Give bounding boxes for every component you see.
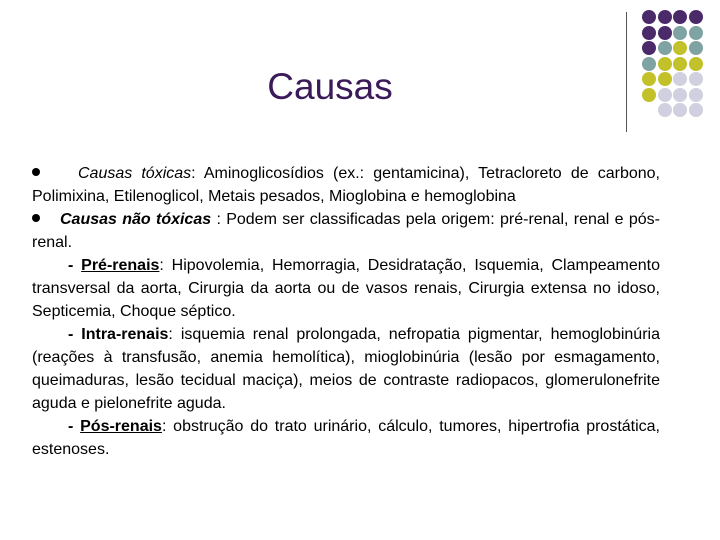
item-prerenal <box>32 254 660 323</box>
decorative-dot-grid <box>640 10 720 120</box>
item-nontoxic-text: : Podem ser classificadas pela origem: pré-renal, renal e pós-renal. <box>32 211 661 251</box>
decorative-dot <box>642 57 656 71</box>
decorative-dot <box>689 57 703 71</box>
decorative-dot <box>642 41 656 55</box>
item-intrarenal-label: Intra-renais <box>81 326 169 343</box>
decorative-dot <box>689 72 703 86</box>
decorative-dot <box>658 72 672 86</box>
decorative-dot <box>658 103 672 117</box>
item-toxic-text: : Aminoglicosídios (ex.: gentamicina), Tetracloreto de carbono, Polimixina, Etilenoglicol, Metais pesados, Mioglobina e hemoglobina <box>32 165 660 205</box>
item-prerenal-label: Pré-renais <box>81 257 160 274</box>
item-postrenal-text: : obstrução do trato urinário, cálculo, tumores, hipertrofia prostática, estenoses. <box>32 418 661 458</box>
decorative-dot <box>658 57 672 71</box>
decorative-dot <box>642 26 656 40</box>
decorative-dot <box>673 26 687 40</box>
decorative-dot <box>673 88 687 102</box>
decorative-dot <box>673 57 687 71</box>
decorative-dot <box>642 72 656 86</box>
item-postrenal <box>32 415 660 461</box>
item-nontoxic-label: Causas não tóxicas <box>60 211 212 228</box>
item-prerenal-text: : Hipovolemia, Hemorragia, Desidratação, Isquemia, Clampeamento transversal da aorta, Cirurgia da aorta ou de vasos renais, Cirurgia extensa no idoso, Septicemia, Choque séptico. <box>32 257 660 320</box>
item-nontoxic <box>32 208 660 254</box>
item-intrarenal-dash: - <box>68 326 82 343</box>
decorative-dot <box>673 72 687 86</box>
decorative-dot <box>689 103 703 117</box>
decorative-dot <box>673 41 687 55</box>
item-intrarenal-text: : isquemia renal prolongada, nefropatia pigmentar, hemoglobinúria (reações à transfusão, anemia hemolítica), mioglobinúria (lesão por esmagamento, queimaduras, lesão tecidual maciça), meios de contraste radiopacos, glomerulonefrite aguda e pielonefrite aguda. <box>32 326 660 412</box>
decorative-dot <box>689 10 703 24</box>
decorative-dot <box>673 10 687 24</box>
bullet-icon <box>32 214 40 222</box>
decorative-divider <box>626 12 627 132</box>
item-postrenal-label: Pós-renais <box>80 418 162 435</box>
decorative-dot <box>658 26 672 40</box>
slide-title: Causas <box>267 66 393 107</box>
decorative-dot <box>689 41 703 55</box>
bullet-icon <box>32 168 40 176</box>
decorative-dot <box>642 88 656 102</box>
item-intrarenal <box>32 323 660 415</box>
decorative-dot <box>658 10 672 24</box>
item-toxic-label: Causas tóxicas <box>78 165 192 182</box>
item-postrenal-dash: - <box>68 418 81 435</box>
decorative-dot <box>658 88 672 102</box>
decorative-dot <box>689 26 703 40</box>
slide-body <box>32 162 660 461</box>
decorative-dot <box>658 41 672 55</box>
item-prerenal-dash: - <box>68 257 82 274</box>
decorative-dot <box>642 10 656 24</box>
decorative-dot <box>689 88 703 102</box>
decorative-dot <box>673 103 687 117</box>
item-toxic <box>32 162 660 208</box>
